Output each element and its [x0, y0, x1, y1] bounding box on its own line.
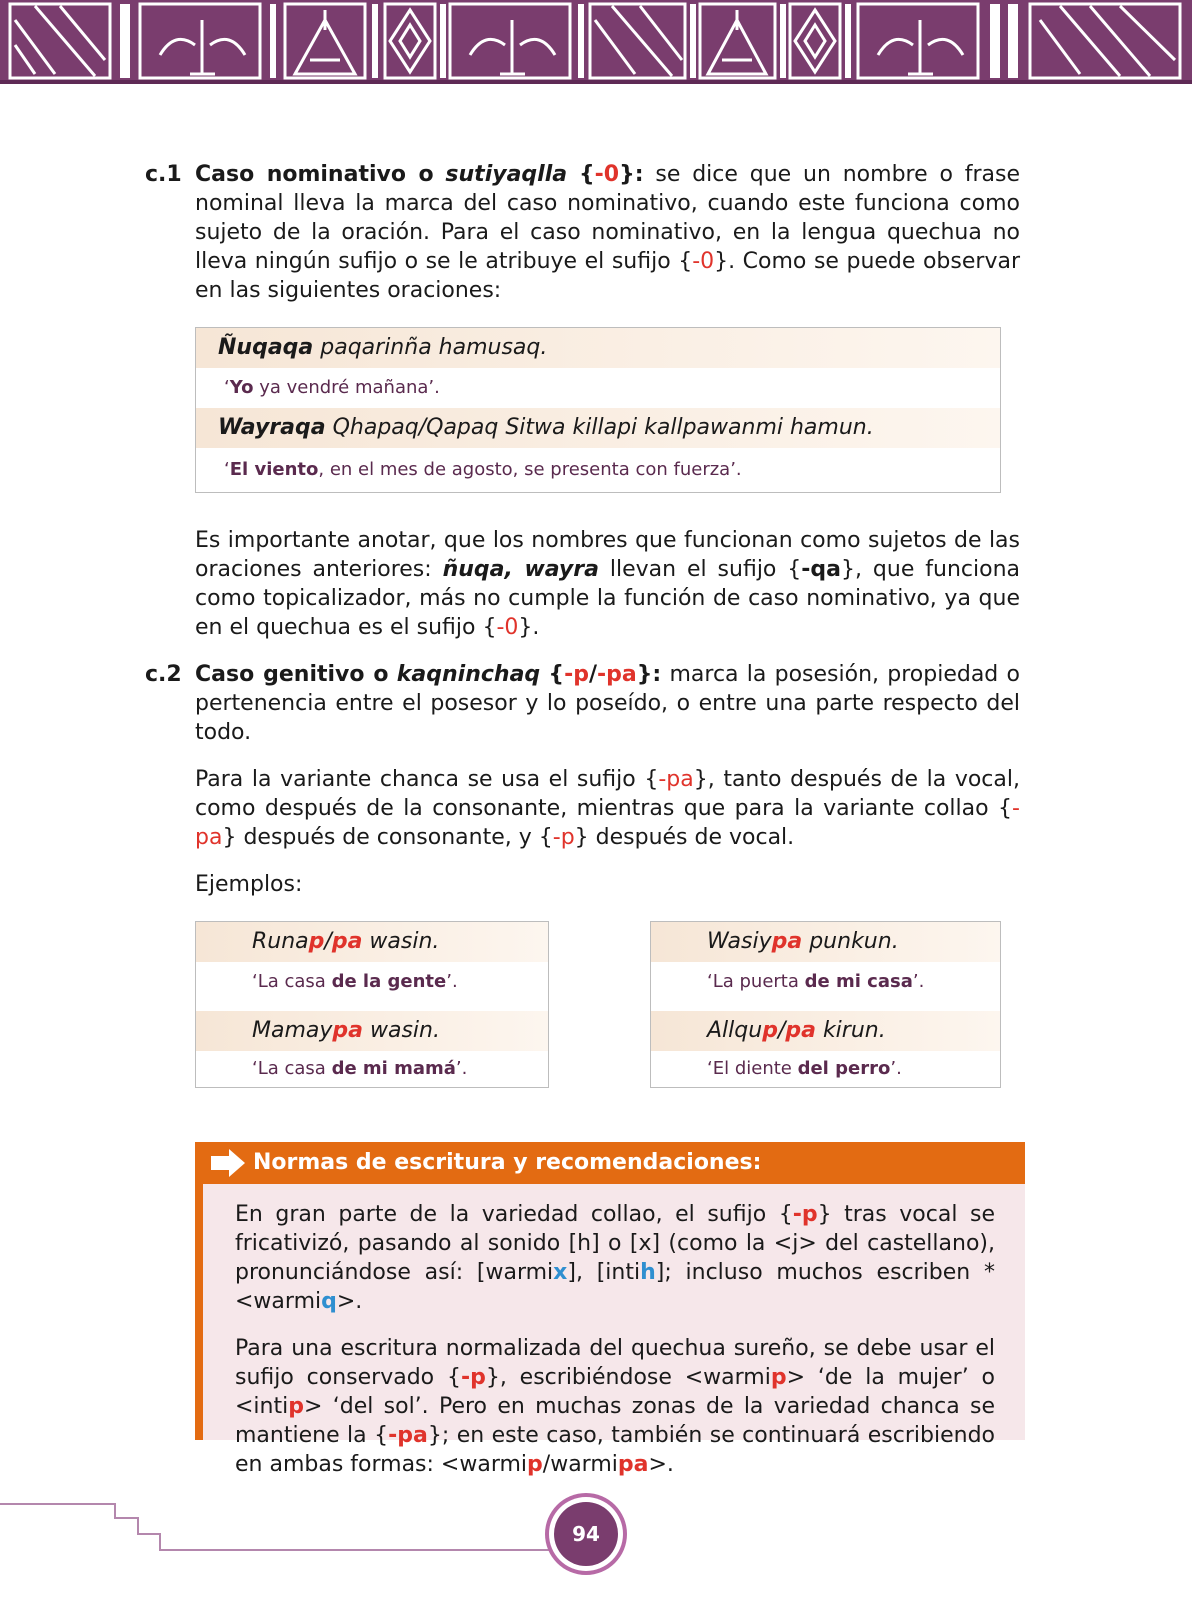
spanish-translation: ‘La casa de mi mamá’. — [252, 1058, 468, 1079]
example-boxes-genitive — [195, 921, 1020, 1091]
section-number: c.1 — [145, 162, 182, 187]
decorative-banner — [0, 0, 1192, 84]
quechua-sentence: Allqup/pa kirun. — [651, 1011, 1000, 1051]
text: marca la posesión, propiedad o pertenencia entre el posesor y lo poseído, o entre una parte respecto del todo. — [195, 662, 1020, 745]
brace: { — [548, 662, 565, 687]
footer-line-decoration — [0, 1500, 560, 1560]
textile-pattern-icon — [0, 0, 1192, 84]
subject-word: Ñuqaqa — [218, 335, 314, 360]
text: }, que funciona como topicalizador, más no cumple la función de caso nominativo, ya que en el quechua es el sufijo { — [195, 557, 1020, 640]
spanish-translation: ‘Yo ya vendré mañana’. — [224, 377, 440, 398]
quechua-words: ñuqa, wayra — [442, 557, 599, 582]
page-number-badge: 94 — [554, 1502, 618, 1566]
example-box-right — [650, 921, 1001, 1088]
section-c2-paragraph — [195, 660, 1020, 747]
text: } después de vocal. — [574, 825, 795, 850]
examples-label: Ejemplos: — [195, 872, 303, 897]
arrow-right-icon — [209, 1148, 247, 1178]
suffix-marker: -0 — [594, 162, 620, 187]
suffix-marker: -p — [564, 662, 589, 687]
quechua-sentence: Runap/pa wasin. — [196, 922, 548, 962]
quechua-sentence — [196, 328, 1000, 368]
norms-body — [203, 1184, 1025, 1479]
suffix-marker: -pa — [195, 796, 1020, 850]
text: }. Como se puede observar en las siguientes oraciones: — [195, 249, 1020, 303]
section-c1-paragraph: Caso nominativo o sutiyaqlla {-0}: se dice que un nombre o frase nominal lleva la marca del caso nominativo, cuando este funciona como sujeto de la oración. Para el caso nominativo, en la lengua quechua no lleva ningún sufijo o se le atribuye el sufijo {-0}. Como se puede observar en las siguientes oraciones: — [195, 162, 1021, 303]
suffix-marker: -0 — [692, 249, 715, 274]
section-title: Caso genitivo o — [195, 662, 389, 687]
sentence-rest: Qhapaq/Qapaq Sitwa killapi kallpawanmi hamun. — [325, 415, 874, 440]
suffix-marker: -pa — [658, 767, 694, 792]
section-number: c.2 — [145, 662, 182, 687]
text: }. — [518, 615, 540, 640]
page-content — [145, 160, 1020, 1091]
translation-rest: , en el mes de agosto, se presenta con fuerza’. — [318, 459, 742, 480]
variant-paragraph — [195, 765, 1020, 852]
suffix-marker: -qa — [801, 557, 842, 582]
spanish-translation: ‘El viento, en el mes de agosto, se presenta con fuerza’. — [224, 459, 742, 480]
text: }, tanto después de la vocal, como después de la consonante, mientras que para la variante collao { — [195, 767, 1020, 821]
text: llevan el sufijo { — [609, 557, 802, 582]
suffix-marker: -0 — [496, 615, 519, 640]
text: } después de consonante, y { — [222, 825, 553, 850]
quechua-term: sutiyaqlla — [445, 162, 568, 187]
norms-paragraph-1: En gran parte de la variedad collao, el sufijo {-p} tras vocal se fricativizó, pasando al sonido [h] o [x] (como la <j> del castellano), pronunciándose así: [warmix], [intih]; incluso muchos escriben *<warmiq>. — [235, 1202, 996, 1314]
slash: / — [588, 662, 598, 687]
translation-bold: Yo — [229, 377, 254, 398]
norms-header — [203, 1142, 1025, 1184]
section-c1 — [145, 160, 1020, 305]
text: Es importante anotar, que los nombres que funcionan como sujetos de las oraciones anteriores: — [195, 528, 1020, 582]
spanish-translation: ‘El diente del perro’. — [707, 1058, 902, 1079]
example-box-left — [195, 921, 549, 1088]
sentence-rest: paqarinña hamusaq. — [313, 335, 548, 360]
text: se dice que un nombre o frase nominal lleva la marca del caso nominativo, cuando este funciona como sujeto de la oración. Para el caso nominativo, en la lengua quechua no lleva ningún sufijo o se le atribuye el sufijo { — [195, 162, 1021, 274]
quechua-term: kaqninchaq — [396, 662, 541, 687]
brace: }: — [636, 662, 662, 687]
banner-edge — [0, 80, 1192, 84]
note-paragraph — [195, 526, 1020, 642]
quechua-sentence: Wasiypa punkun. — [651, 922, 1000, 962]
suffix-marker: -pa — [597, 662, 637, 687]
text: Para la variante chanca se usa el sufijo { — [195, 767, 659, 792]
example-box-nominative — [195, 327, 1001, 493]
writing-norms-box — [195, 1142, 1025, 1477]
subject-word: Wayraqa — [218, 415, 326, 440]
section-c2 — [145, 660, 1020, 747]
spanish-translation: ‘La casa de la gente’. — [252, 971, 458, 992]
suffix-marker: -p — [552, 825, 575, 850]
translation-rest: ya vendré mañana’. — [253, 377, 440, 398]
quechua-sentence: Mamaypa wasin. — [196, 1011, 548, 1051]
section-title: Caso nominativo o — [195, 162, 434, 187]
norms-title: Normas de escritura y recomendaciones: — [253, 1150, 762, 1175]
spanish-translation: ‘La puerta de mi casa’. — [707, 971, 925, 992]
translation-bold: El viento — [229, 459, 319, 480]
quechua-sentence — [196, 408, 1000, 448]
norms-paragraph-2: Para una escritura normalizada del quechua sureño, se debe usar el sufijo conservado {-p}, escribiéndose <warmip> ‘de la mujer’ o <intip> ‘del sol’. Pero en muchas zonas de la variedad chanca se mantiene la {-pa}; en este caso, también se continuará escribiendo en ambas formas: <warmip/warmipa>. — [235, 1336, 995, 1477]
